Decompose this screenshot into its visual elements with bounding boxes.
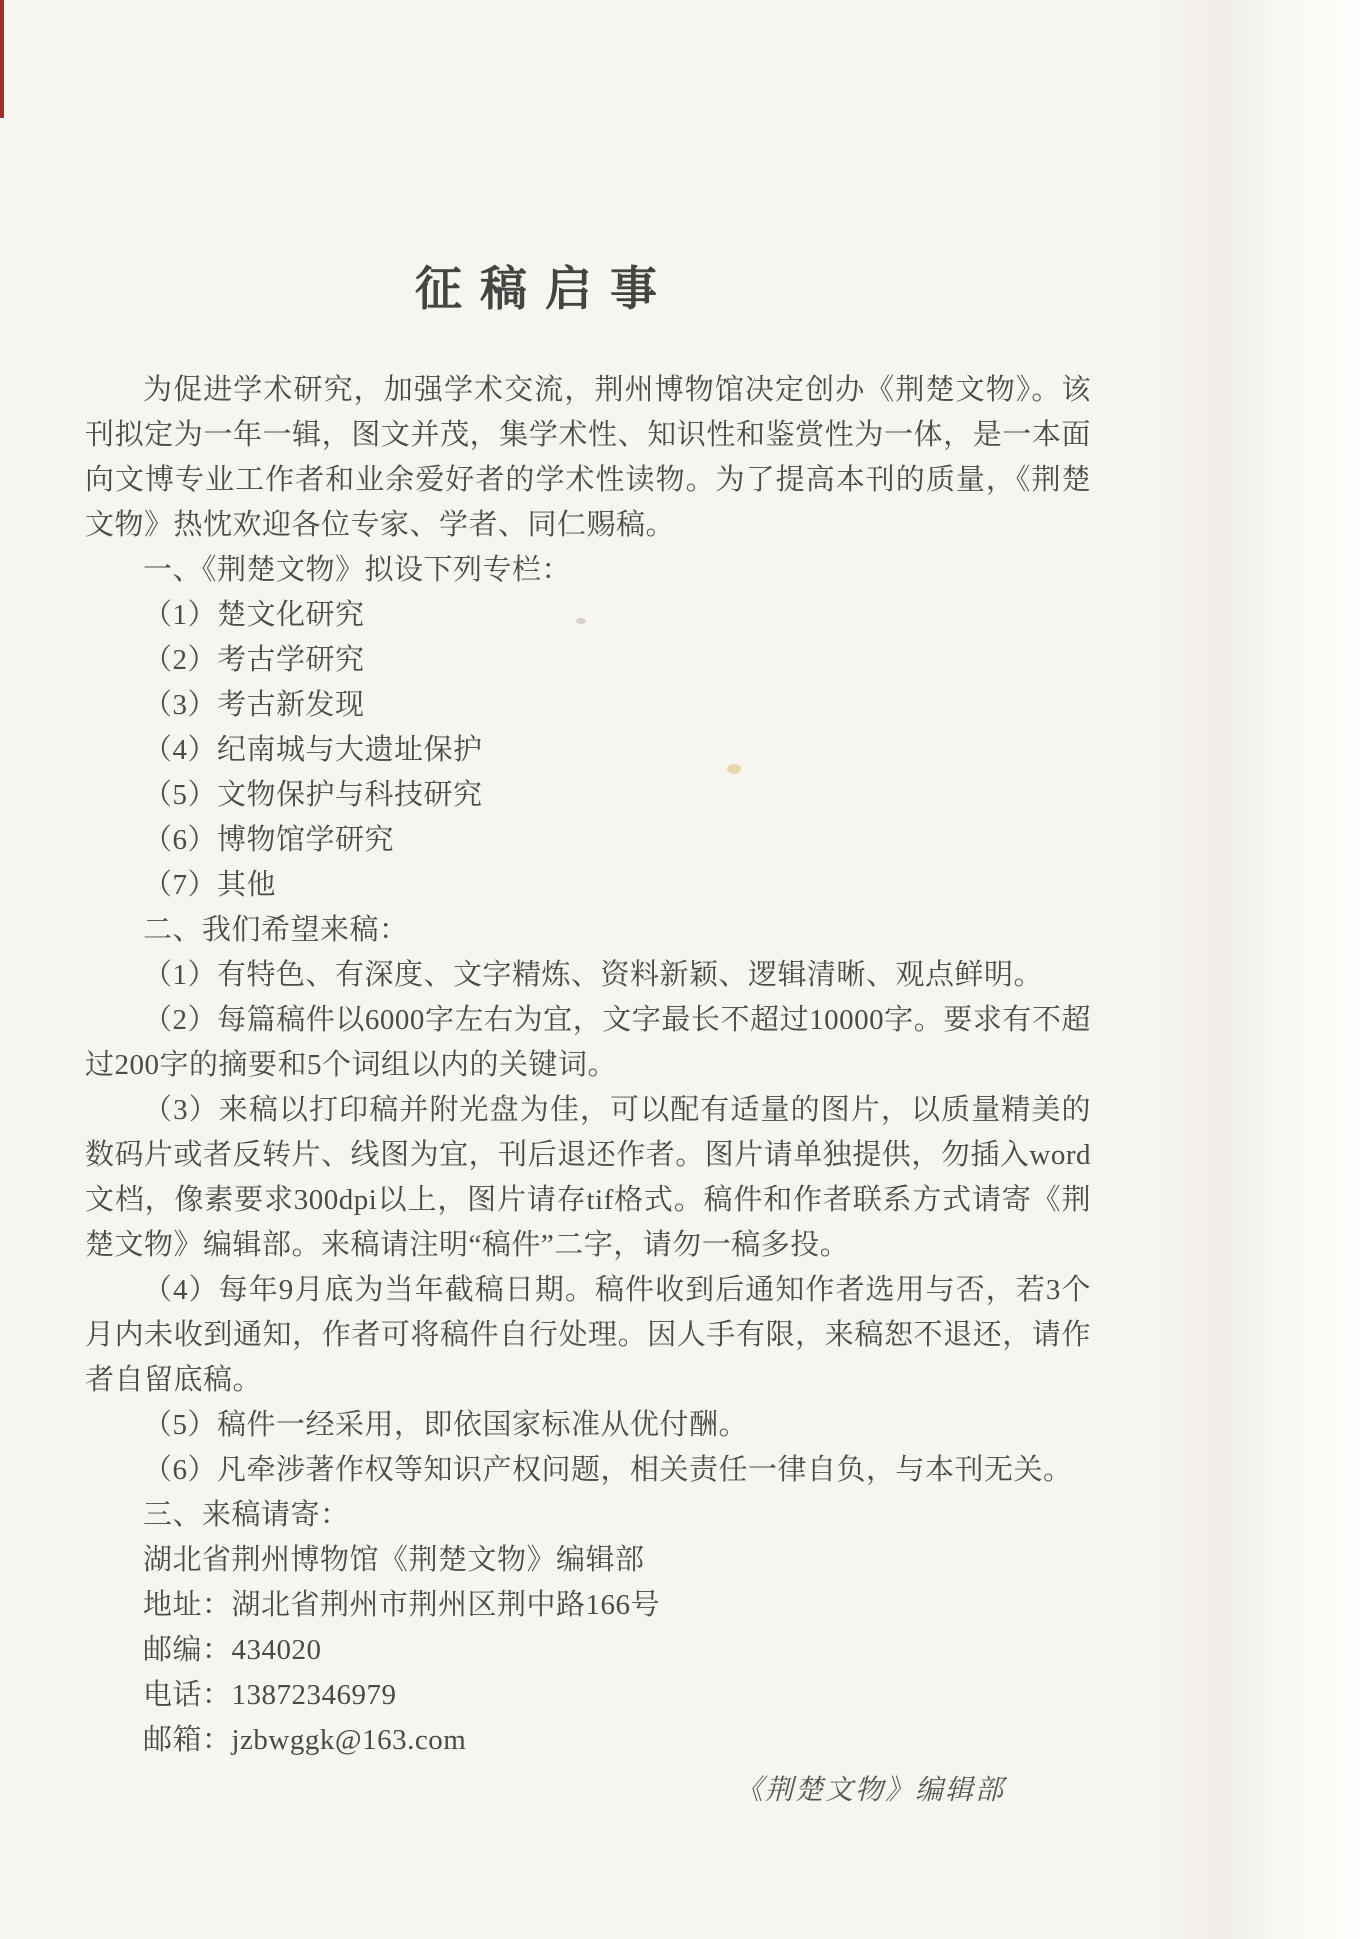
section1-item: （1）楚文化研究 xyxy=(143,599,365,631)
email-address: 邮箱：jzbwggk@163.com xyxy=(143,1724,467,1756)
section1-item: （7）其他 xyxy=(143,869,277,901)
phone-number: 电话：13872346979 xyxy=(143,1679,397,1711)
section1-item: （2）考古学研究 xyxy=(143,644,365,676)
section2-item: （5）稿件一经采用，即依国家标准从优付酬。 xyxy=(143,1409,749,1441)
section1-item: （4）纪南城与大遗址保护 xyxy=(143,734,483,766)
section1-item: （6）博物馆学研究 xyxy=(143,824,395,856)
section2-item: （6）凡牵涉著作权等知识产权问题，相关责任一律自负，与本刊无关。 xyxy=(143,1454,1073,1486)
section2-heading: 二、我们希望来稿： xyxy=(143,914,409,946)
section2-item: （1）有特色、有深度、文字精炼、资料新颖、逻辑清晰、观点鲜明。 xyxy=(143,959,1044,991)
section2-item: （2）每篇稿件以6000字左右为宜，文字最长不超过10000字。要求有不超过200字的摘要和5个词组以内的关键词。 xyxy=(85,1004,1091,1081)
editorial-signature: 《荆楚文物》编辑部 xyxy=(734,1775,1005,1806)
document-body xyxy=(85,368,1091,1763)
section1-heading: 一、《荆楚文物》拟设下列专栏： xyxy=(143,554,572,586)
binding-edge-artifact xyxy=(0,0,4,118)
section2-item: （4）每年9月底为当年截稿日期。稿件收到后通知作者选用与否，若3个月内未收到通知，作者可将稿件自行处理。因人手有限，来稿恕不退还，请作者自留底稿。 xyxy=(85,1274,1091,1396)
mailing-address-street: 地址：湖北省荆州市荆州区荆中路166号 xyxy=(143,1589,661,1621)
section3-heading: 三、来稿请寄： xyxy=(143,1499,350,1531)
page-title: 征稿启事 xyxy=(415,264,675,316)
section2-item: （3）来稿以打印稿并附光盘为佳，可以配有适量的图片，以质量精美的数码片或者反转片、线图为宜，刊后退还作者。图片请单独提供，勿插入word文档，像素要求300dpi以上，图片请存tif格式。稿件和作者联系方式请寄《荆楚文物》编辑部。来稿请注明“稿件”二字，请勿一稿多投。 xyxy=(85,1094,1091,1261)
section1-item: （3）考古新发现 xyxy=(143,689,365,721)
section1-item: （5）文物保护与科技研究 xyxy=(143,779,483,811)
mailing-address-org: 湖北省荆州博物馆《荆楚文物》编辑部 xyxy=(143,1544,645,1576)
postal-code: 邮编：434020 xyxy=(143,1634,322,1666)
intro-paragraph: 为促进学术研究，加强学术交流，荆州博物馆决定创办《荆楚文物》。该刊拟定为一年一辑，图文并茂，集学术性、知识性和鉴赏性为一体，是一本面向文博专业工作者和业余爱好者的学术性读物。为了提高本刊的质量，《荆楚文物》热忱欢迎各位专家、学者、同仁赐稿。 xyxy=(85,374,1091,541)
